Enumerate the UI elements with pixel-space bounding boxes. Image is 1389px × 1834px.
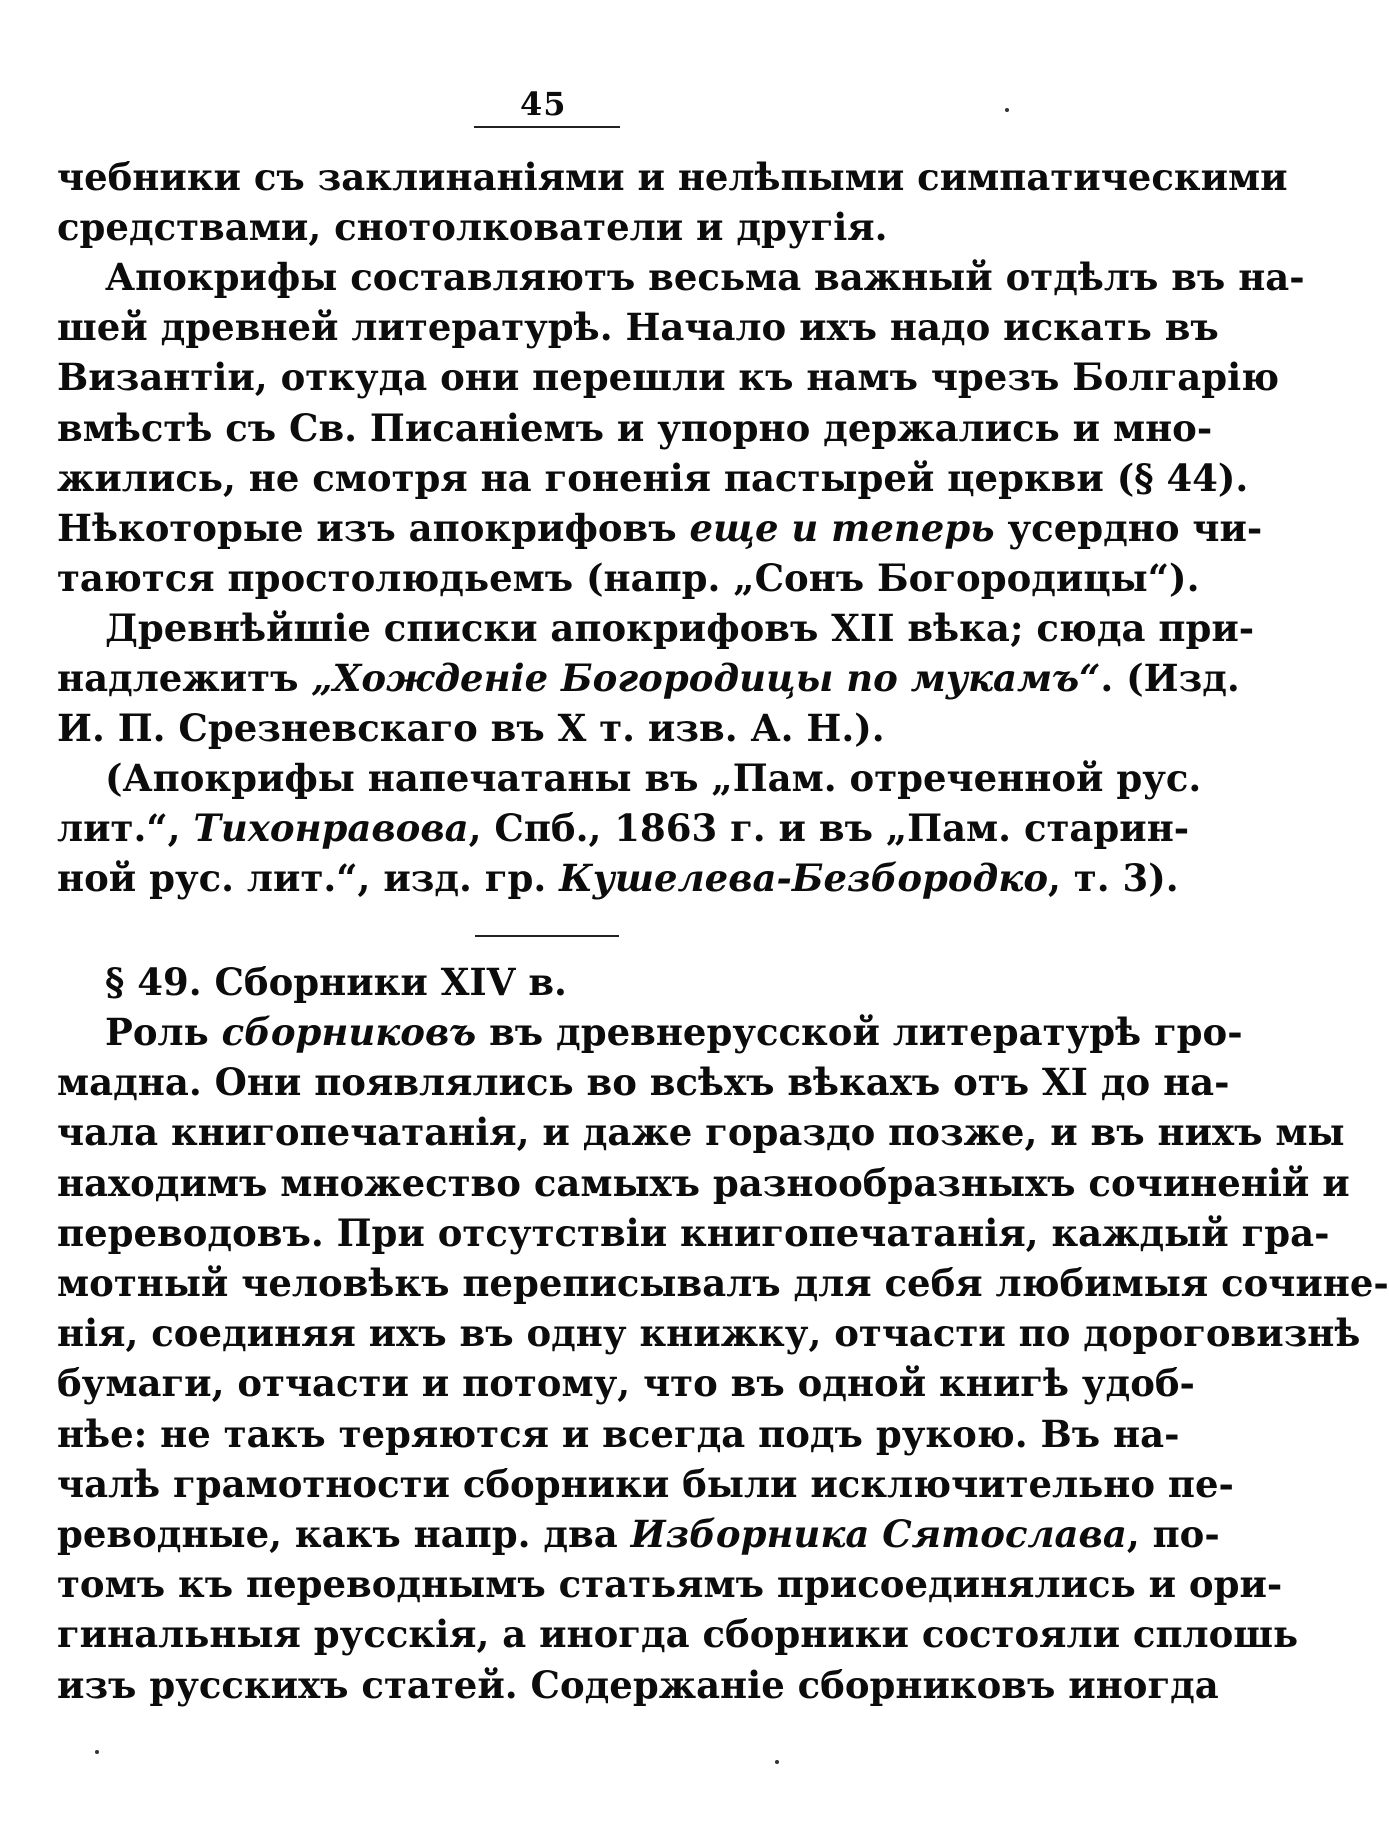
text-line: изъ русскихъ статей. Содержаніе сборниковъ иногда [57, 1662, 1219, 1707]
text-line: переводовъ. При отсутствіи книгопечатанія, каждый гра- [57, 1210, 1330, 1255]
text-line: томъ къ переводнымъ статьямъ присоединялись и ори- [57, 1562, 1283, 1607]
text-line: (Апокрифы напечатаны въ „Пам. отреченной рус. [105, 756, 1202, 800]
text-line: мотный человѣкъ переписывалъ для себя любимыя сочине- [57, 1261, 1389, 1306]
text-line: средствами, снотолкователи и другія. [57, 205, 888, 250]
text-line: Роль сборниковъ въ древнерусской литературѣ гро- [105, 1010, 1243, 1054]
text-line: нія, соединяя ихъ въ одну книжку, отчасти по дороговизнѣ [57, 1311, 1361, 1356]
text-line: бумаги, отчасти и потому, что въ одной книгѣ удоб- [57, 1361, 1195, 1406]
text-line: находимъ множество самыхъ разнообразныхъ сочиненій и [57, 1160, 1350, 1205]
text-line: Древнѣйшіе списки апокрифовъ XII вѣка; сюда при- [105, 606, 1255, 650]
text-line: чебники съ заклинаніями и нелѣпыми симпатическими [57, 155, 1288, 199]
text-line: Апокрифы составляютъ весьма важный отдѣлъ въ на- [105, 255, 1305, 299]
text-line: нѣе: не такъ теряются и всегда подъ рукою. Въ на- [57, 1411, 1180, 1456]
text-line: таются простолюдьемъ (напр. „Сонъ Богородицы“). [57, 556, 1200, 601]
text-line: Византіи, откуда они перешли къ намъ чрезъ Болгарію [57, 355, 1280, 400]
italic-emphasis: Изборника Сятослава [630, 1512, 1127, 1557]
print-speck [775, 1760, 779, 1764]
print-speck [95, 1750, 99, 1754]
page-number-rule [474, 126, 620, 128]
page-number: 45 [520, 85, 567, 123]
text-line: вмѣстѣ съ Св. Писаніемъ и упорно держались и мно- [57, 405, 1213, 450]
paragraph-collections [57, 1007, 1389, 1710]
italic-emphasis: еще и теперь [689, 506, 995, 551]
italic-emphasis: Кушелева-Безбородко [559, 856, 1049, 901]
paragraph-ancient-lists [57, 603, 1255, 754]
text-line: И. П. Срезневскаго въ X т. изв. А. Н.). [57, 706, 885, 751]
italic-emphasis: Тихонравова [193, 806, 469, 851]
text-line: Нѣкоторые изъ апокрифовъ еще и теперь усердно чи- [57, 506, 1263, 551]
text-line: шей древней литературѣ. Начало ихъ надо искать въ [57, 305, 1219, 350]
section-divider [475, 935, 619, 937]
paragraph-apocrypha [57, 252, 1305, 603]
paragraph-continuation [57, 152, 1288, 252]
text-line: жились, не смотря на гоненія пастырей церкви (§ 44). [57, 455, 1249, 500]
text-line: гинальныя русскія, а иногда сборники состояли сплошь [57, 1612, 1299, 1657]
text-line: надлежитъ „Хожденіе Богородицы по мукамъ“. (Изд. [57, 656, 1240, 701]
section-heading: § 49. Сборники XIV в. [105, 960, 567, 1004]
italic-emphasis: сборниковъ [221, 1010, 477, 1054]
text-line: чалѣ грамотности сборники были исключительно пе- [57, 1461, 1234, 1506]
print-speck [1005, 108, 1009, 112]
italic-emphasis: „Хожденіе Богородицы по мукамъ“ [311, 656, 1101, 701]
text-line: мадна. Они появлялись во всѣхъ вѣкахъ отъ XI до на- [57, 1060, 1230, 1105]
text-line: ной рус. лит.“, изд. гр. Кушелева-Безбородко, т. 3). [57, 856, 1179, 901]
text-line: лит.“, Тихонравова, Спб., 1863 г. и въ „Пам. старин- [57, 806, 1190, 851]
text-line: чала книгопечатанія, и даже гораздо позже, и въ нихъ мы [57, 1110, 1345, 1155]
text-line: реводные, какъ напр. два Изборника Сятослава, по- [57, 1512, 1220, 1557]
paragraph-editions-note [57, 753, 1202, 904]
